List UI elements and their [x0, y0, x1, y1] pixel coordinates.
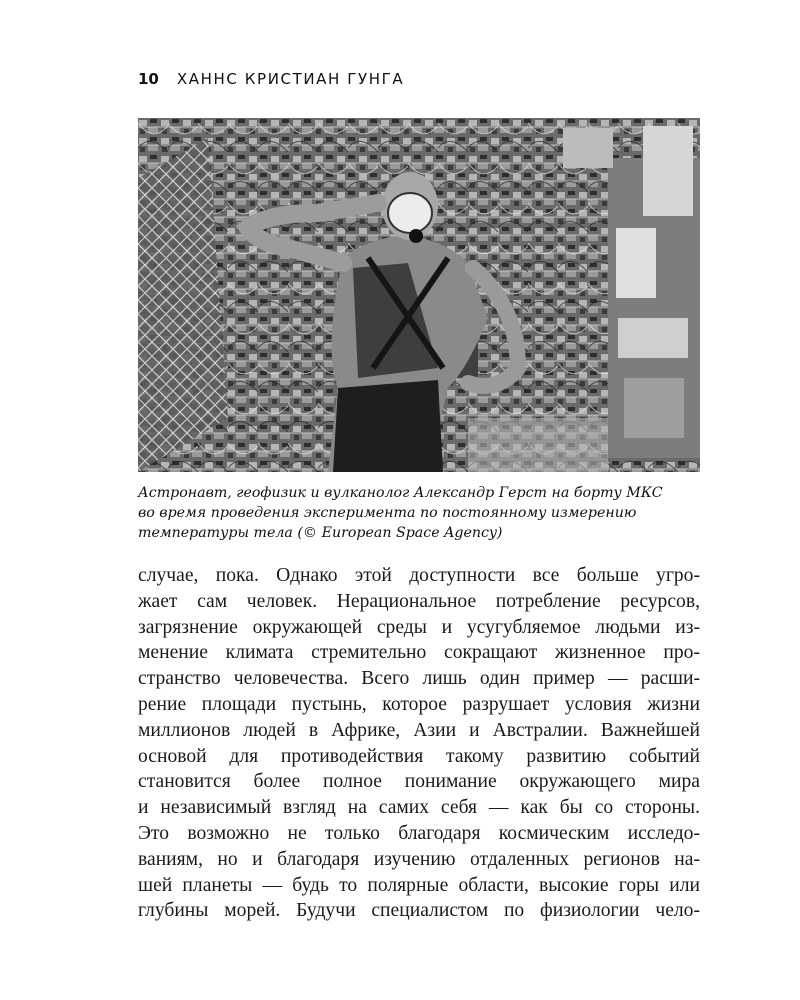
body-line: рение площади пустынь, которое разрушает условия жизни: [138, 693, 700, 715]
body-line: странство человечества. Всего лишь один пример — расши-: [138, 668, 700, 690]
caption-line: температуры тела (© European Space Agency): [138, 525, 503, 541]
caption-line: Астронавт, геофизик и вулканолог Александр Герст на борту МКС: [138, 485, 663, 501]
body-line: глубины морей. Будучи специалистом по физиологии чело-: [138, 900, 700, 922]
body-line: менение климата стремительно сокращают жизненное про-: [138, 642, 700, 664]
body-line: ваниям, но и благодаря изучению отдаленных регионов на-: [138, 848, 700, 870]
body-line: миллионов людей в Африке, Азии и Австралии. Важнейшей: [138, 719, 700, 741]
page-number: 10: [138, 70, 159, 88]
body-line: становится более полное понимание окружающего мира: [138, 771, 700, 793]
running-head: [138, 70, 404, 88]
body-line: случае, пока. Однако этой доступности все больше угро-: [138, 565, 700, 586]
body-line: загрязнение окружающей среды и усугубляемое людьми из-: [138, 616, 700, 638]
body-line: и независимый взгляд на самих себя — как бы со стороны.: [138, 797, 700, 819]
body-line: Это возможно не только благодаря космическим исследо-: [138, 822, 700, 844]
running-title: ХАННС КРИСТИАН ГУНГА: [176, 70, 405, 88]
body-line: шей планеты — будь то полярные области, высокие горы или: [138, 874, 700, 896]
photo-astronaut-iss-icon: [138, 118, 700, 472]
caption-line: во время проведения эксперимента по постоянному измерению: [138, 505, 637, 521]
body-paragraph: [138, 563, 700, 924]
figure-caption: [138, 483, 700, 543]
body-line: жает сам человек. Нерациональное потребление ресурсов,: [138, 590, 700, 612]
body-line: основой для противодействия такому развитию событий: [138, 745, 700, 767]
